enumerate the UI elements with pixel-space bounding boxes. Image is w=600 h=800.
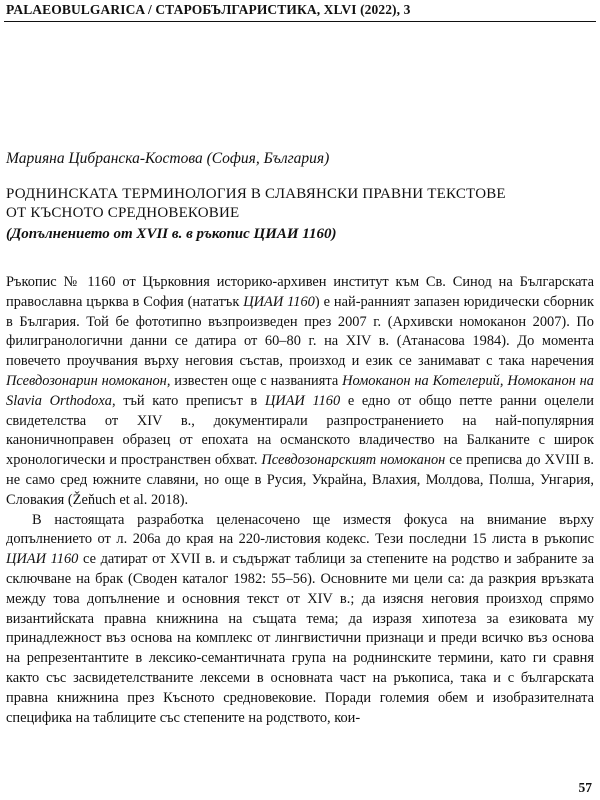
author-line: Марияна Цибранска-Костова (София, България)	[6, 150, 330, 167]
paragraph-1-text-6: се преписва до XVIII в. не само сред южните славяни, но още в Русия, Украйна, Влахия, Молдова, Полша, Унгария, Словакия (Žeňuch et al. 2018).	[6, 452, 595, 508]
body-paragraph-1	[6, 273, 594, 511]
article-subtitle: (Допълнението от XVII в. в ръкопис ЦИАИ 1160)	[6, 226, 337, 242]
paragraph-2-text-2: се датират от XVII в. и съдържат таблици за степените на родство и забраните за сключване на брак (Своден каталог 1982: 55–56). Основните ми цели са: да разкрия връзката между това допълнение и основния текст от XIV в.; да изясня неговия произход спрямо византийската правна книжнина на същата тема; да изразя хипотеза за езиковата му принадлежност въз основа на комплекс от лингвистични признаци и преди всичко въз основа на репрезентантите в лексико-семантичната група на роднинските термини, като ги сравня както със засвидетелстваните лексеми в основната част на ръкописа, така и с българската правна книжнина през Късното средновековие. Поради големия обем и изобразителната специфика на таблиците със степените на родството, кои-	[6, 551, 594, 726]
running-head: PALAEOBULGARICA / СТАРОБЪЛГАРИСТИКА, XLVI (2022), 3	[6, 2, 411, 17]
article-title-line-2: ОТ КЪСНОТО СРЕДНОВЕКОВИЕ	[6, 205, 240, 221]
header-rule	[4, 21, 596, 22]
paragraph-1-text-2: ) е най-ранният запазен юридически сборник в България. Той бе фототипно възпроизведен през 2007 г. (Архивски номоканон 2007). По филигранологични данни се датира от 60–80 г. на XIV в. (Атанасова 1984). До момента повечето проучвания върху неговия състав, произход и език се занимават с така наречения	[6, 293, 594, 370]
article-body	[6, 273, 594, 728]
article-title	[6, 185, 594, 223]
body-paragraph-2	[6, 511, 594, 729]
paragraph-1-text-5: е едно от общо петте ранни оцелели свидетелства от XIV в., документирали разпространението на най-популярния каноничноправен образец от епохата на османското владичество на Балканите с широк хронологически и пространствен обхват.	[6, 392, 594, 469]
paragraph-1-italic-4: ЦИАИ 1160	[264, 392, 341, 409]
paragraph-1-italic-5: Псевдозонарският номоканон	[261, 452, 446, 469]
paragraph-2-text-1: В настоящата разработка целенасочено ще изместя фокуса на внимание върху допълнението от л. 206а до края на 220-листовия кодекс. Тези последни 15 листа в ръкопис	[6, 511, 594, 548]
page-number: 57	[578, 780, 592, 795]
paragraph-1-italic-1: ЦИАИ 1160	[243, 293, 315, 310]
article-title-line-1: РОДНИНСКАТА ТЕРМИНОЛОГИЯ В СЛАВЯНСКИ ПРАВНИ ТЕКСТОВЕ	[6, 186, 506, 202]
paragraph-1-text-4: , тъй като преписът в	[111, 392, 265, 409]
paragraph-1-italic-3: Номоканон на Котелерий, Номоканон на Slavia Orthodoxa	[6, 372, 594, 409]
paragraph-1-text-1: Ръкопис № 1160 от Църковния историко-архивен институт към Св. Синод на Българската православна църква в София (нататък	[6, 274, 594, 310]
paragraph-2-italic-1: ЦИАИ 1160	[6, 551, 79, 568]
paragraph-1-italic-2: Псевдозонарин номоканон	[6, 372, 167, 389]
paragraph-1-text-3: , известен още с названията	[166, 372, 343, 389]
